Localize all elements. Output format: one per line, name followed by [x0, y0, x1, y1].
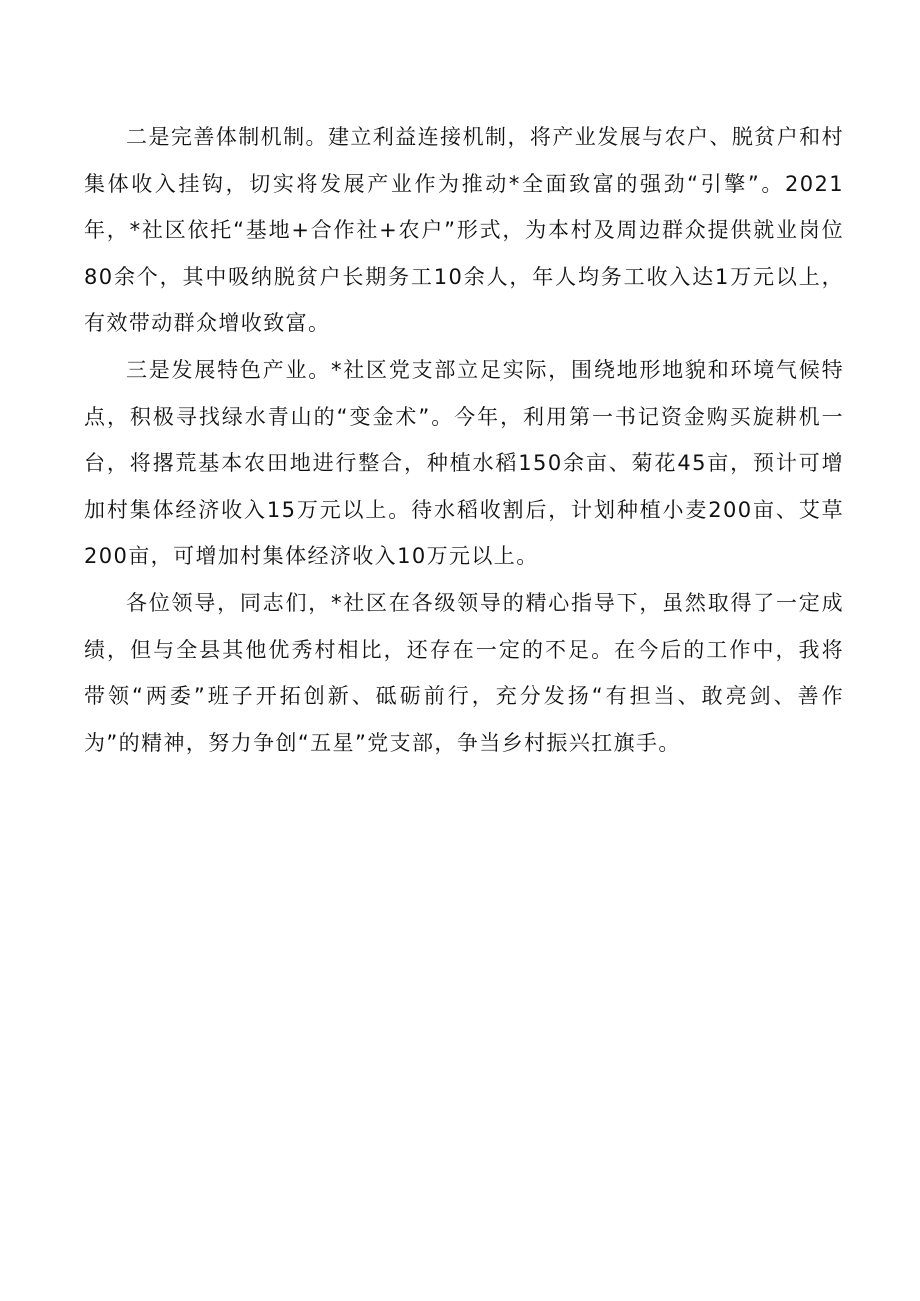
paragraph-specialty-industry: 三是发展特色产业。*社区党支部立足实际，围绕地形地貌和环境气候特点，积极寻找绿水青山的“变金术”。今年，利用第一书记资金购买旋耕机一台，将撂荒基本农田地进行整合，种植水稻150余亩、菊花45亩，预计可增加村集体经济收入15万元以上。待水稻收割后，计划种植小麦200亩、艾草200亩，可增加村集体经济收入10万元以上。: [84, 357, 844, 569]
document-body: [84, 114, 844, 766]
paragraph-system-mechanism: 二是完善体制机制。建立利益连接机制，将产业发展与农户、脱贫户和村集体收入挂钩，切实将发展产业作为推动*全面致富的强劲“引擎”。2021年，*社区依托“基地+合作社+农户”形式，为本村及周边群众提供就业岗位80余个，其中吸纳脱贫户长期务工10余人，年人均务工收入达1万元以上，有效带动群众增收致富。: [84, 125, 844, 336]
paragraph-closing-remarks: 各位领导，同志们，*社区在各级领导的精心指导下，虽然取得了一定成绩，但与全县其他优秀村相比，还存在一定的不足。在今后的工作中，我将带领“两委”班子开拓创新、砥砺前行，充分发扬“有担当、敢亮剑、善作为”的精神，努力争创“五星”党支部，争当乡村振兴扛旗手。: [84, 590, 844, 755]
